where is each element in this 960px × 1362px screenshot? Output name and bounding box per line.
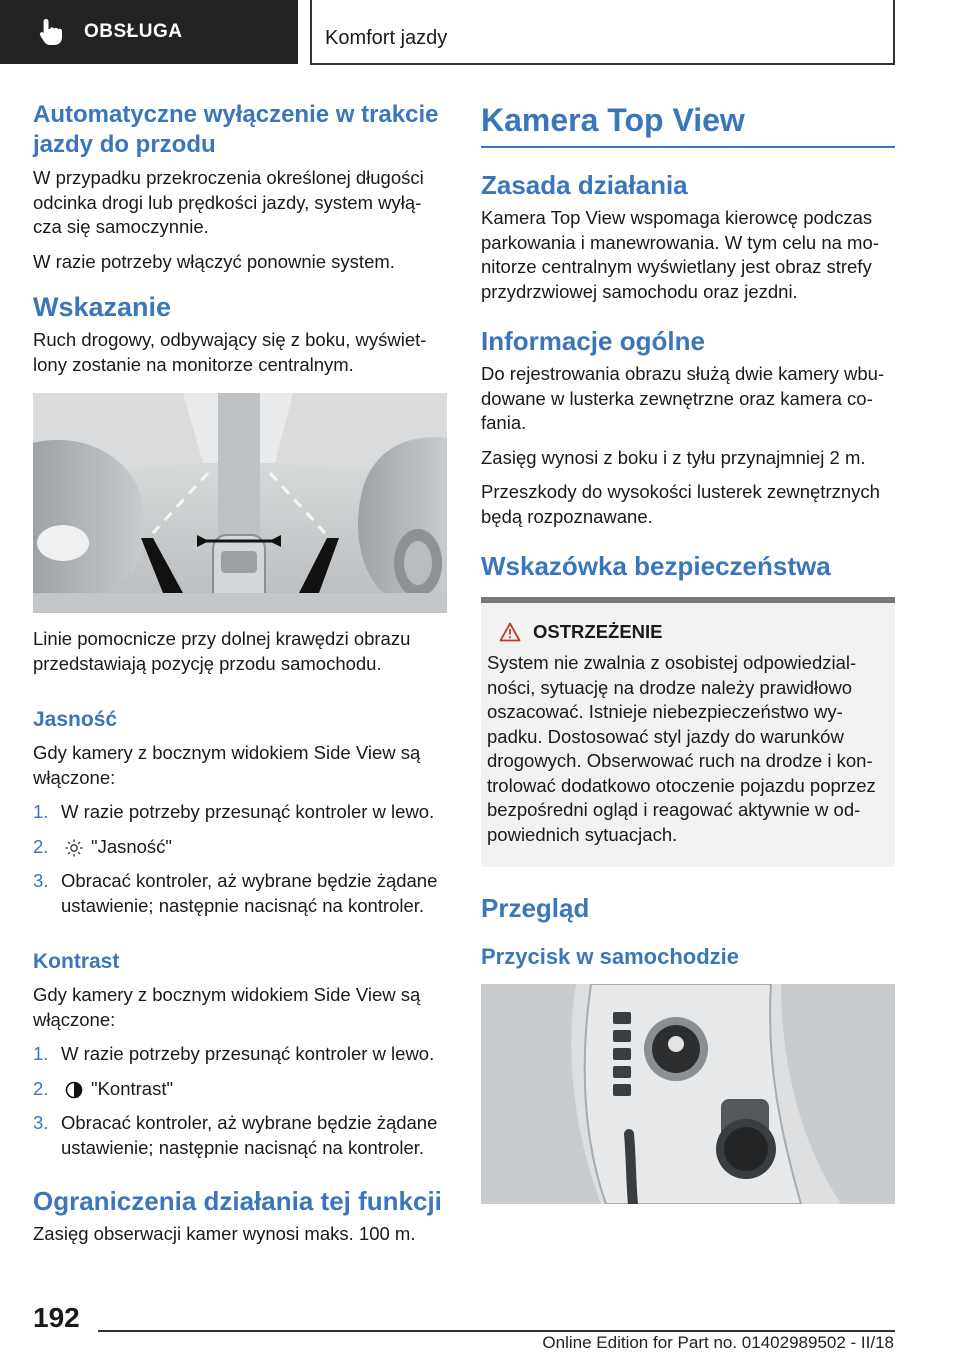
list-item: 2. "Kontrast" bbox=[33, 1077, 174, 1099]
left-column bbox=[33, 100, 447, 1257]
warning-header: OSTRZEŻENIE bbox=[487, 621, 885, 643]
page-title: Kamera Top View bbox=[481, 102, 745, 138]
title-rule bbox=[481, 146, 895, 148]
paragraph: Zasięg wynosi z boku i z tyłu przynajmniej 2 m. bbox=[481, 446, 866, 468]
paragraph: Do rejestrowania obrazu służą dwie kamery wbu-dowane w lusterka zewnętrzne oraz kamera co-fania. bbox=[481, 363, 885, 433]
warning-text: System nie zwalnia z osobistej odpowiedzial-ności, sytuację na drodze należy prawidłowo oszacować. Istnieje niebezpieczeństwo wy-padku. Dostosować styl jazdy do warunków drogowych. Obserwować ruch na drodze i kon-trolować dodatkowo otoczenie pojazdu poprzez bezpośredni ogląd i reagować aktywnie w od-powiednich sytuacjach. bbox=[487, 652, 876, 845]
warning-box bbox=[481, 603, 895, 867]
page-number: 192 bbox=[33, 1302, 80, 1333]
right-column bbox=[481, 100, 895, 1204]
edition-text: Online Edition for Part no. 01402989502 - II/18 bbox=[542, 1333, 894, 1352]
paragraph: Gdy kamery z bocznym widokiem Side View są włączone: bbox=[33, 984, 421, 1030]
heading-wskazanie: Wskazanie bbox=[33, 292, 172, 322]
section-label: OBSŁUGA bbox=[84, 21, 183, 42]
chapter-title: Komfort jazdy bbox=[325, 27, 448, 49]
list-item: 2. "Jasność" bbox=[33, 835, 173, 857]
list-item: 1. W razie potrzeby przesunąć kontroler w lewo. bbox=[33, 1043, 435, 1064]
paragraph: Przeszkody do wysokości lusterek zewnętrznych będą rozpoznawane. bbox=[481, 481, 880, 527]
steps-list bbox=[33, 1042, 447, 1160]
header-divider bbox=[893, 0, 895, 64]
heading-auto-off: Automatyczne wyłączenie w trakcie jazdy do przodu bbox=[33, 101, 439, 158]
heading-kontrast: Kontrast bbox=[33, 950, 120, 973]
heading-zasada: Zasada działania bbox=[481, 170, 688, 200]
heading-przycisk: Przycisk w samochodzie bbox=[481, 944, 739, 969]
console-drawing bbox=[481, 984, 895, 1204]
footer-rule bbox=[98, 1330, 895, 1332]
list-item: 3. Obracać kontroler, aż wybrane będzie żądane ustawienie; następnie nacisnąć na kontroler. bbox=[33, 1112, 438, 1158]
header-divider bbox=[310, 0, 312, 64]
image-caption: Linie pomocnicze przy dolnej krawędzi obrazu przedstawiają pozycję przodu samochodu. bbox=[33, 628, 411, 674]
heading-info: Informacje ogólne bbox=[481, 326, 705, 356]
list-item: 3. Obracać kontroler, aż wybrane będzie żądane ustawienie; następnie nacisnąć na kontroler. bbox=[33, 870, 438, 916]
heading-ograniczenia: Ograniczenia działania tej funkcji bbox=[33, 1186, 442, 1216]
paragraph: Kamera Top View wspomaga kierowcę podczas parkowania i manewrowania. W tym celu na mo-nitorze centralnym wyświetlany jest obraz strefy przydrzwiowej samochodu oraz jezdni. bbox=[481, 207, 879, 302]
paragraph: Zasięg obserwacji kamer wynosi maks. 100 m. bbox=[33, 1223, 416, 1244]
paragraph: Gdy kamery z bocznym widokiem Side View są włączone: bbox=[33, 742, 421, 788]
side-view-drawing bbox=[33, 393, 447, 613]
heading-jasnosc: Jasność bbox=[33, 708, 118, 731]
section-tab bbox=[0, 0, 298, 64]
side-view-illustration bbox=[33, 393, 447, 613]
heading-przeglad: Przegląd bbox=[481, 893, 590, 923]
paragraph: Ruch drogowy, odbywający się z boku, wyświet-lony zostanie na monitorze centralnym. bbox=[33, 329, 427, 375]
list-item: 1. W razie potrzeby przesunąć kontroler w lewo. bbox=[33, 801, 435, 822]
heading-safety: Wskazówka bezpieczeństwa bbox=[481, 551, 831, 581]
steps-list bbox=[33, 800, 447, 918]
brightness-icon bbox=[65, 839, 83, 857]
contrast-icon bbox=[65, 1081, 83, 1099]
warning-triangle-icon bbox=[499, 622, 521, 642]
paragraph: W przypadku przekroczenia określonej długości odcinka drogi lub prędkości jazdy, system wyłą-cza się samoczynnie. bbox=[33, 167, 424, 237]
paragraph: W razie potrzeby włączyć ponownie system. bbox=[33, 250, 395, 272]
header-rule bbox=[310, 63, 895, 65]
hand-pointer-icon bbox=[38, 17, 64, 47]
console-illustration bbox=[481, 984, 895, 1204]
